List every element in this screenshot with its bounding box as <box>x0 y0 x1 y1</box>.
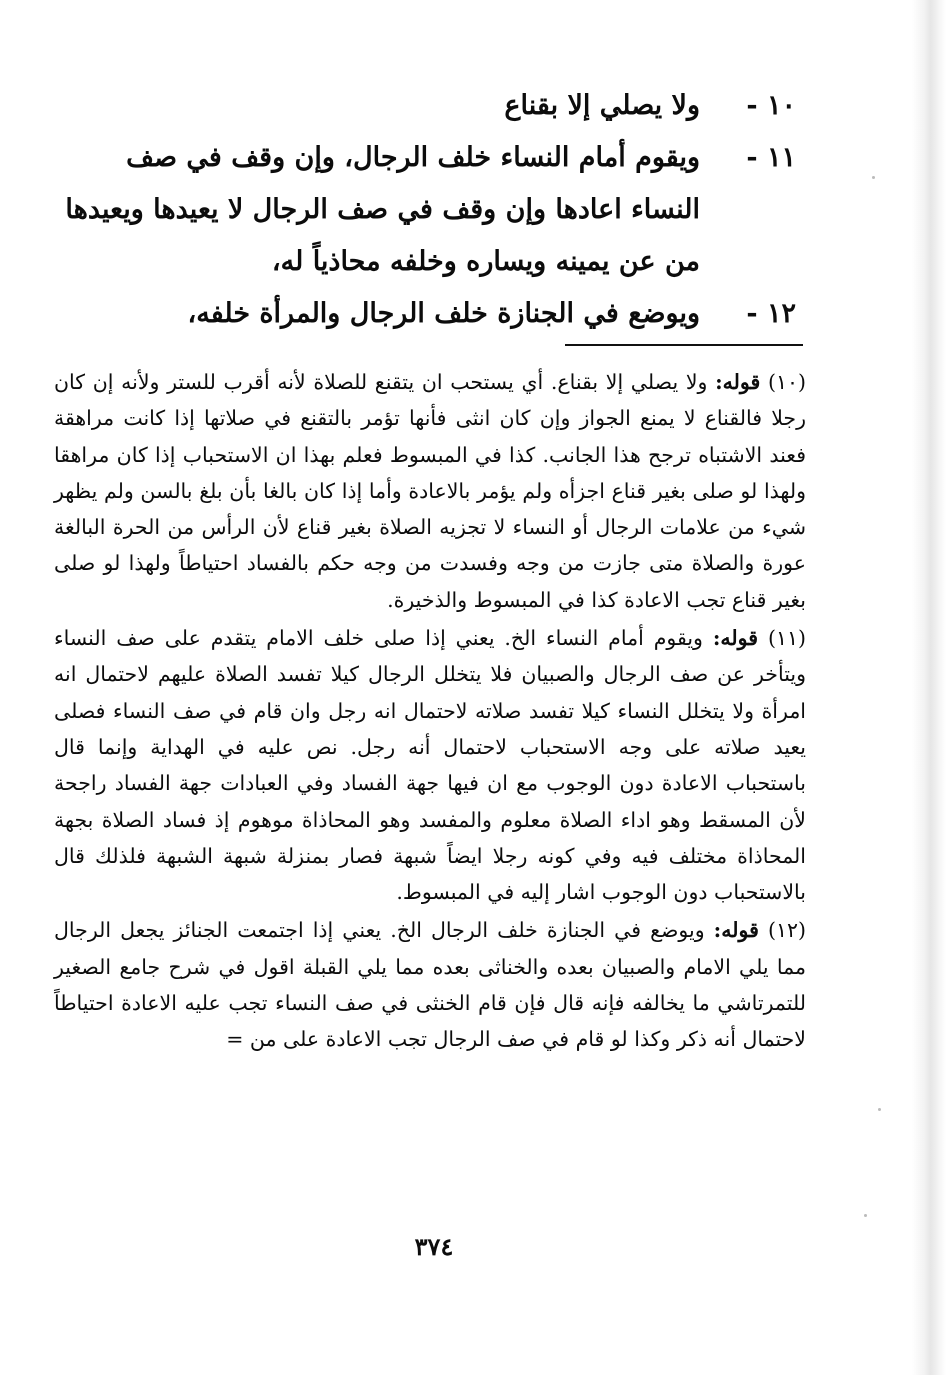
page-number: ٣٧٤ <box>414 1232 454 1261</box>
note-heading: قوله: <box>713 918 759 943</box>
note-number: (١٢) <box>767 918 806 943</box>
commentary <box>54 364 806 1058</box>
note-heading: قوله: <box>712 626 759 651</box>
note-text: ويوضع في الجنازة خلف الرجال الخ. يعني إذا اجتمعت الجنائز يجعل الرجال مما يلي الامام والصبيان بعده والخناثى بعده مما يلي القبلة اقول في شرح جامع الصغير للتمرتاشي ما يخالفه فإنه قال فإن قام الخنثى في صف النساء تجب عليه الاعادة احتياطاً لاحتمال أنه ذكر وكذا لو قام في صف الرجال تجب الاعادة على من = <box>54 918 806 1052</box>
commentary-note-12 <box>54 912 806 1057</box>
main-item-10 <box>60 80 796 132</box>
main-item-text: ويقوم أمام النساء خلف الرجال، وإن وقف في صف النساء اعادها وإن وقف في صف الرجال لا يعيدها ويعيدها من عن يمينه ويساره وخلفه محاذياً له، <box>65 142 700 277</box>
main-item-number: ١٢ - <box>746 298 796 329</box>
footnote-separator <box>565 344 803 346</box>
main-text <box>60 80 796 340</box>
main-item-number: ١١ - <box>746 142 796 173</box>
scan-speck <box>878 1108 881 1111</box>
commentary-note-10 <box>54 364 806 618</box>
page-binding-edge <box>912 0 946 1375</box>
note-text: ولا يصلي إلا بقناع. أي يستحب ان يتقنع للصلاة لأنه أقرب للستر ولأنه إن كان رجلا فالقناع لا يمنع الجواز وإن كان انثى فأنها تؤمر بالتقنع في صلاتها إذا كانت مراهقة فعند الاشتباه ترجح هذا الجانب. كذا في المبسوط فعلم بهذا ان الاستحباب إذا كان مراهقا ولهذا لو صلى بغير قناع اجزأه ولم يؤمر بالاعادة وأما إذا كان بالغا بأن بلغ بالسن ولم يظهر شيء من علامات الرجال أو النساء لا تجزيه الصلاة بغير قناع لأن الرأس من الحرة البالغة عورة والصلاة متى جازت من وجه وفسدت من وجه حكم بالفساد احتياطاً ولهذا لو صلى بغير قناع تجب الاعادة كذا في المبسوط والذخيرة. <box>54 370 806 612</box>
note-number: (١١) <box>767 626 806 651</box>
main-item-11 <box>60 132 796 288</box>
main-item-text: ويوضع في الجنازة خلف الرجال والمرأة خلفه، <box>187 298 700 329</box>
main-item-12 <box>60 288 796 340</box>
scan-speck <box>864 1214 867 1217</box>
note-heading: قوله: <box>715 370 761 394</box>
commentary-note-11 <box>54 620 806 910</box>
note-number: (١٠) <box>767 370 806 394</box>
main-item-number: ١٠ - <box>746 90 796 121</box>
note-text: ويقوم أمام النساء الخ. يعني إذا صلى خلف الامام يتقدم على صف النساء ويتأخر عن صف الرجال والصبيان فلا يتخلل الرجال كيلا تفسد الصلاة عليهم لاحتمال انه امرأة ولا يتخلل النساء كيلا تفسد صلاته لاحتمال انه رجل وان قام في صف النساء فصلى يعيد صلاته على وجه الاستحباب لاحتمال أنه رجل. نص عليه في الهداية وإنما قال باستحباب الاعادة دون الوجوب مع ان فيها جهة الفساد وفي العبادات جهة الفساد راجحة لأن المسقط وهو اداء الصلاة معلوم والمفسد وهو المحاذاة موهوم إذ فساد الصلاة بجهة المحاذاة مختلف فيه وفي كونه رجلا ايضاً شبهة فصار بمنزلة شبهة الشبهة فلذلك قال بالاستحباب دون الوجوب اشار إليه في المبسوط. <box>54 626 806 905</box>
main-item-text: ولا يصلي إلا بقناع <box>504 90 700 121</box>
scan-speck <box>872 176 875 179</box>
